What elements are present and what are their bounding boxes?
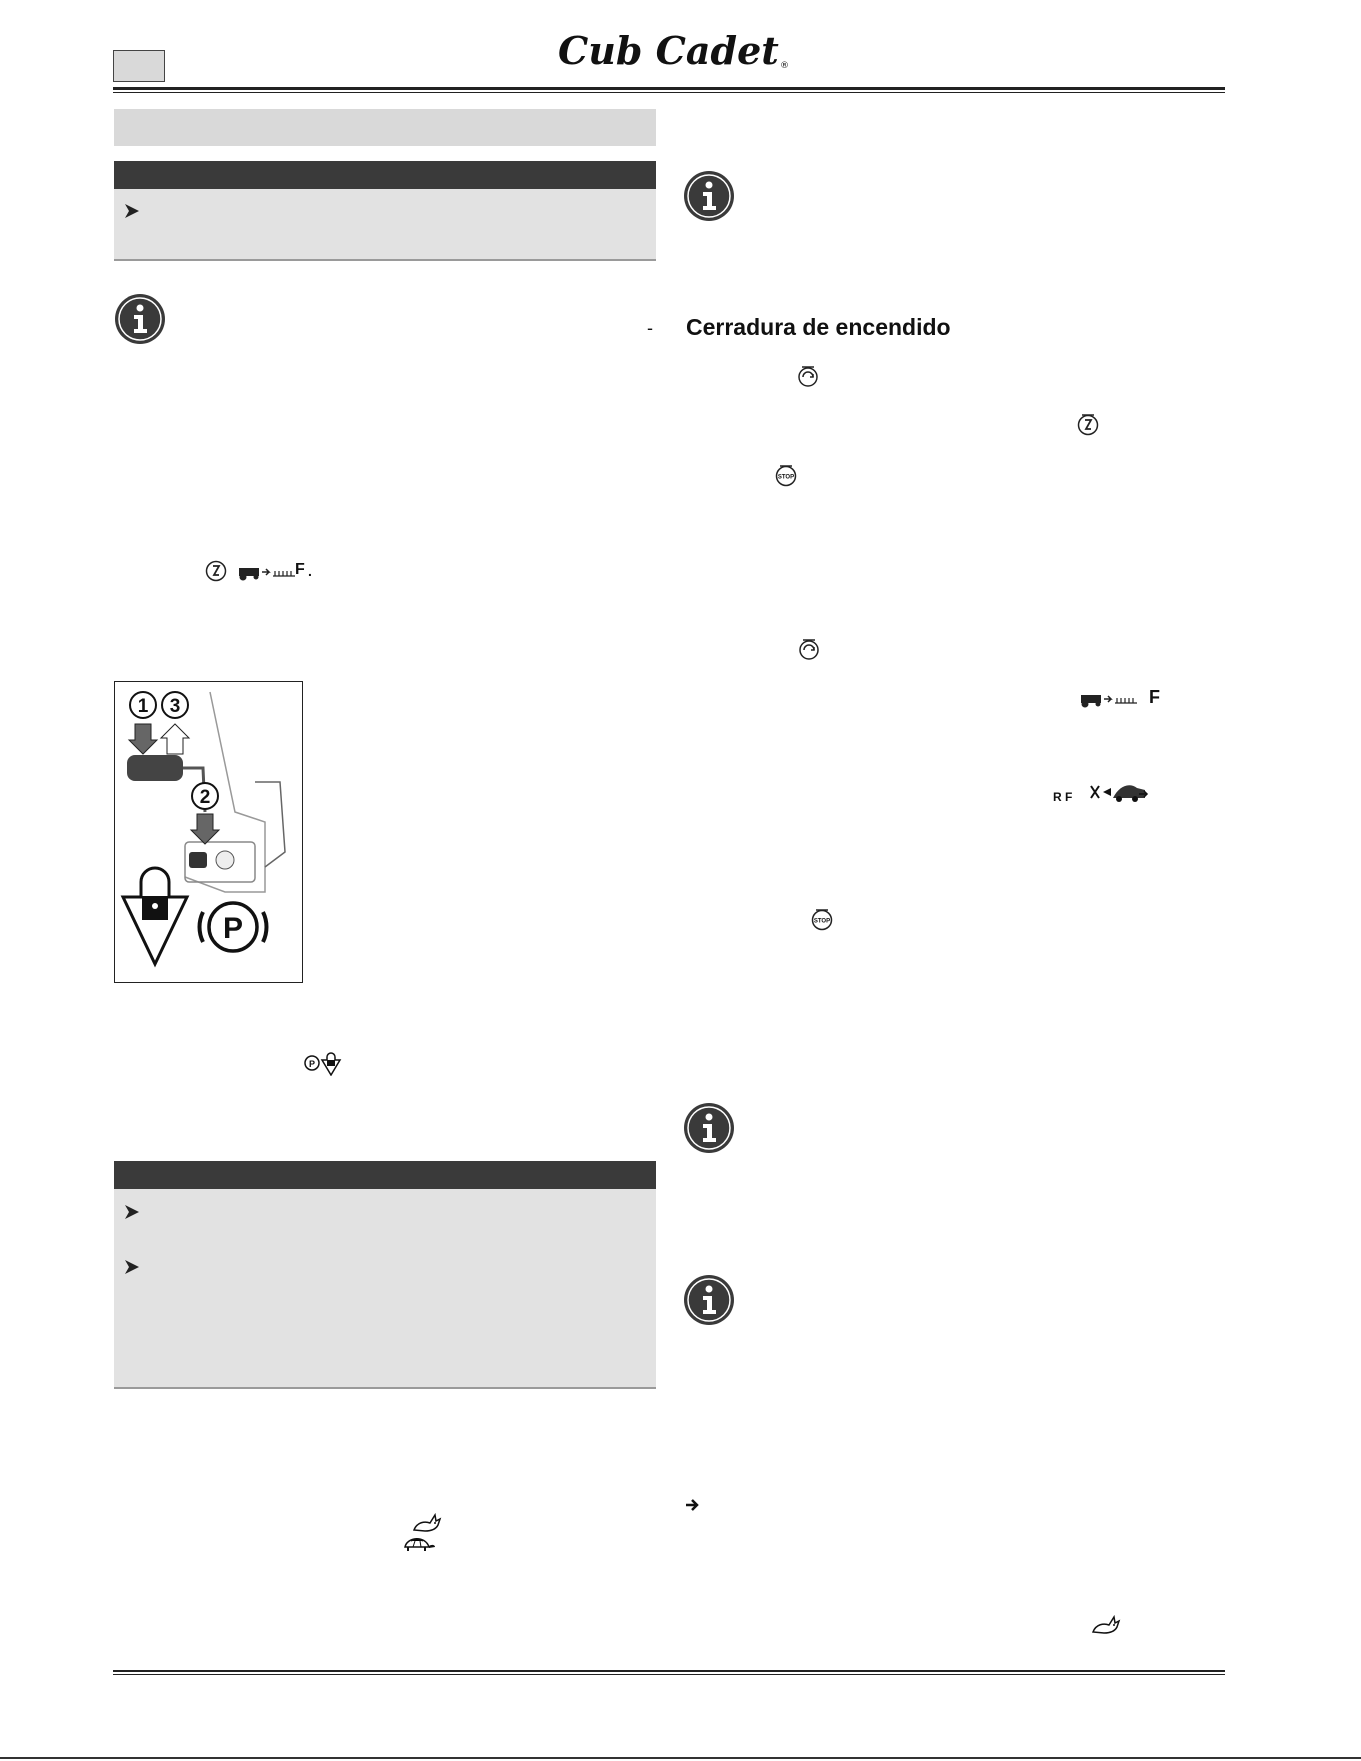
svg-text:STOP: STOP (777, 474, 795, 481)
arrow-bullet-icon (124, 203, 140, 219)
footer-rule (113, 1670, 1225, 1672)
list-dash: - (647, 318, 653, 338)
key-light-icon (205, 560, 227, 582)
period: . (308, 563, 312, 579)
key-start-icon (797, 363, 819, 387)
note-box-header (114, 1161, 656, 1189)
page-number-box (113, 50, 165, 82)
step-1-marker (129, 692, 157, 754)
key-start-icon (798, 636, 820, 660)
svg-text:®: ® (780, 61, 789, 71)
note-box-header (114, 161, 656, 189)
arrow-bullet-icon (124, 1259, 140, 1275)
arrow-right-icon (685, 1498, 701, 1512)
brand-logo (554, 28, 794, 72)
info-icon (683, 1274, 735, 1326)
note-box-body (114, 189, 656, 261)
brake-lock-icon (123, 868, 187, 964)
note-box-body (114, 1189, 656, 1389)
brand-logo-text: Cub Cadet (558, 28, 779, 72)
parking-brake-symbol (200, 903, 267, 951)
section-title: Cerradura de encendido (686, 314, 951, 340)
tractor-forward-icon (237, 562, 297, 582)
step-3-marker (161, 692, 189, 754)
header-rule-thin (113, 92, 1225, 93)
header-rule (113, 87, 1225, 90)
footer-rule-thin (113, 1674, 1225, 1675)
reverse-mow-icon (1089, 778, 1149, 806)
tortoise-icon (401, 1531, 437, 1553)
svg-text:P: P (222, 912, 244, 945)
svg-text:1: 1 (137, 696, 149, 717)
svg-text:P: P (308, 1059, 316, 1069)
arrow-bullet-icon (124, 1204, 140, 1220)
section-heading-bar (114, 109, 656, 146)
key-stop-icon (811, 907, 833, 931)
tractor-forward-icon (1079, 689, 1139, 709)
info-icon (114, 293, 166, 345)
figure-parking-brake (114, 681, 303, 983)
key-stop-icon (775, 463, 797, 487)
info-icon (683, 170, 735, 222)
forward-letter: F (1149, 687, 1160, 707)
key-light-icon (1077, 412, 1099, 436)
page-bottom-edge (0, 1757, 1361, 1759)
svg-text:STOP: STOP (813, 918, 831, 925)
hare-icon (1090, 1612, 1122, 1636)
svg-text:2: 2 (199, 787, 211, 808)
step-2-marker (191, 783, 219, 844)
svg-text:3: 3 (169, 696, 181, 717)
reverse-forward-letters: R F (1053, 790, 1073, 804)
parking-brake-icon (302, 1052, 342, 1076)
info-icon (683, 1102, 735, 1154)
forward-letter: F (295, 561, 305, 578)
